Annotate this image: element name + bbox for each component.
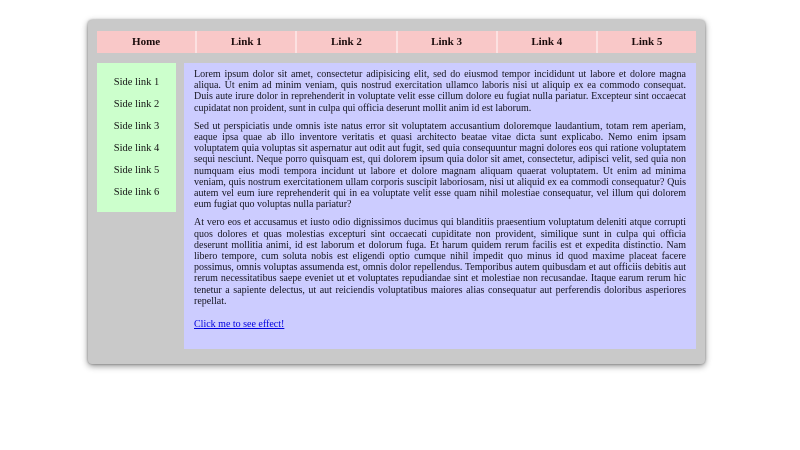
- nav-item-link-3[interactable]: Link 3: [396, 31, 496, 53]
- nav-item-link-5[interactable]: Link 5: [596, 31, 696, 53]
- lorem-paragraph-3: At vero eos et accusamus et iusto odio dignissimos ducimus qui blanditiis praesentium voluptatum deleniti atque corrupti quos dolores et quas molestias excepturi sint occaecati cupiditate non provident, similique sunt in culpa qui officia deserunt mollitia animi, id est laborum et dolorum fuga. Et harum quidem rerum facilis est et expedita distinctio. Nam libero tempore, cum soluta nobis est eligendi optio cumque nihil impedit quo minus id quod maxime placeat facere possimus, omnis voluptas assumenda est, omnis dolor repellendus. Temporibus autem quibusdam et aut officiis debitis aut rerum necessitatibus saepe eveniet ut et voluptates repudiandae sint et molestiae non recusandae. Itaque earum rerum hic tenetur a sapiente delectus, ut aut reiciendis voluptatibus maiores alias consequatur aut perferendis doloribus asperiores repellat.: [194, 217, 686, 307]
- side-link-3[interactable]: Side link 3: [113, 121, 160, 132]
- side-link-1[interactable]: Side link 1: [113, 77, 160, 88]
- demo-container: [88, 20, 705, 364]
- side-link-5[interactable]: Side link 5: [113, 165, 160, 176]
- nav-item-link-4[interactable]: Link 4: [496, 31, 596, 53]
- nav-item-home[interactable]: Home: [132, 36, 161, 48]
- lorem-paragraph-2: Sed ut perspiciatis unde omnis iste natus error sit voluptatem accusantium doloremque laudantium, totam rem aperiam, eaque ipsa quae ab illo inventore veritatis et quasi architecto beatae vitae dicta sunt explicabo. Nemo enim ipsam voluptatem quia voluptas sit aspernatur aut odit aut fugit, sed quia consequuntur magni dolores eos qui ratione voluptatem sequi nesciunt. Neque porro quisquam est, qui dolorem ipsum quia dolor sit amet, consectetur, adipisci velit, sed quia non numquam eius modi tempora incidunt ut labore et dolore magnam aliquam quaerat voluptatem. Ut enim ad minima veniam, quis nostrum exercitationem ullam corporis suscipit laboriosam, nisi ut aliquid ex ea commodi consequatur? Quis autem vel eum iure reprehenderit qui in ea voluptate velit esse quam nihil molestiae consequatur, vel illum qui dolorem eum fugiat quo voluptas nulla pariatur?: [194, 120, 686, 211]
- click-effect-link[interactable]: Click me to see effect!: [194, 319, 285, 331]
- effect-link-paragraph: [194, 319, 686, 330]
- main-content: [184, 63, 696, 349]
- top-navbar: [97, 31, 696, 53]
- sidebar: [97, 63, 176, 212]
- content-row: [97, 63, 696, 349]
- nav-item-link-1[interactable]: Link 1: [195, 31, 295, 53]
- side-link-2[interactable]: Side link 2: [113, 99, 160, 110]
- side-link-4[interactable]: Side link 4: [113, 143, 160, 154]
- page: [0, 20, 800, 450]
- side-link-6[interactable]: Side link 6: [113, 187, 160, 198]
- lorem-paragraph-1: Lorem ipsum dolor sit amet, consectetur adipisicing elit, sed do eiusmod tempor incididunt ut labore et dolore magna aliqua. Ut enim ad minim veniam, quis nostrud exercitation ullamco laboris nisi ut aliquip ex ea commodo consequat. Duis aute irure dolor in reprehenderit in voluptate velit esse cillum dolore eu fugiat nulla pariatur. Excepteur sint occaecat cupidatat non proident, sunt in culpa qui officia deserunt mollit anim id est laborum.: [194, 69, 686, 114]
- nav-item-link-2[interactable]: Link 2: [295, 31, 395, 53]
